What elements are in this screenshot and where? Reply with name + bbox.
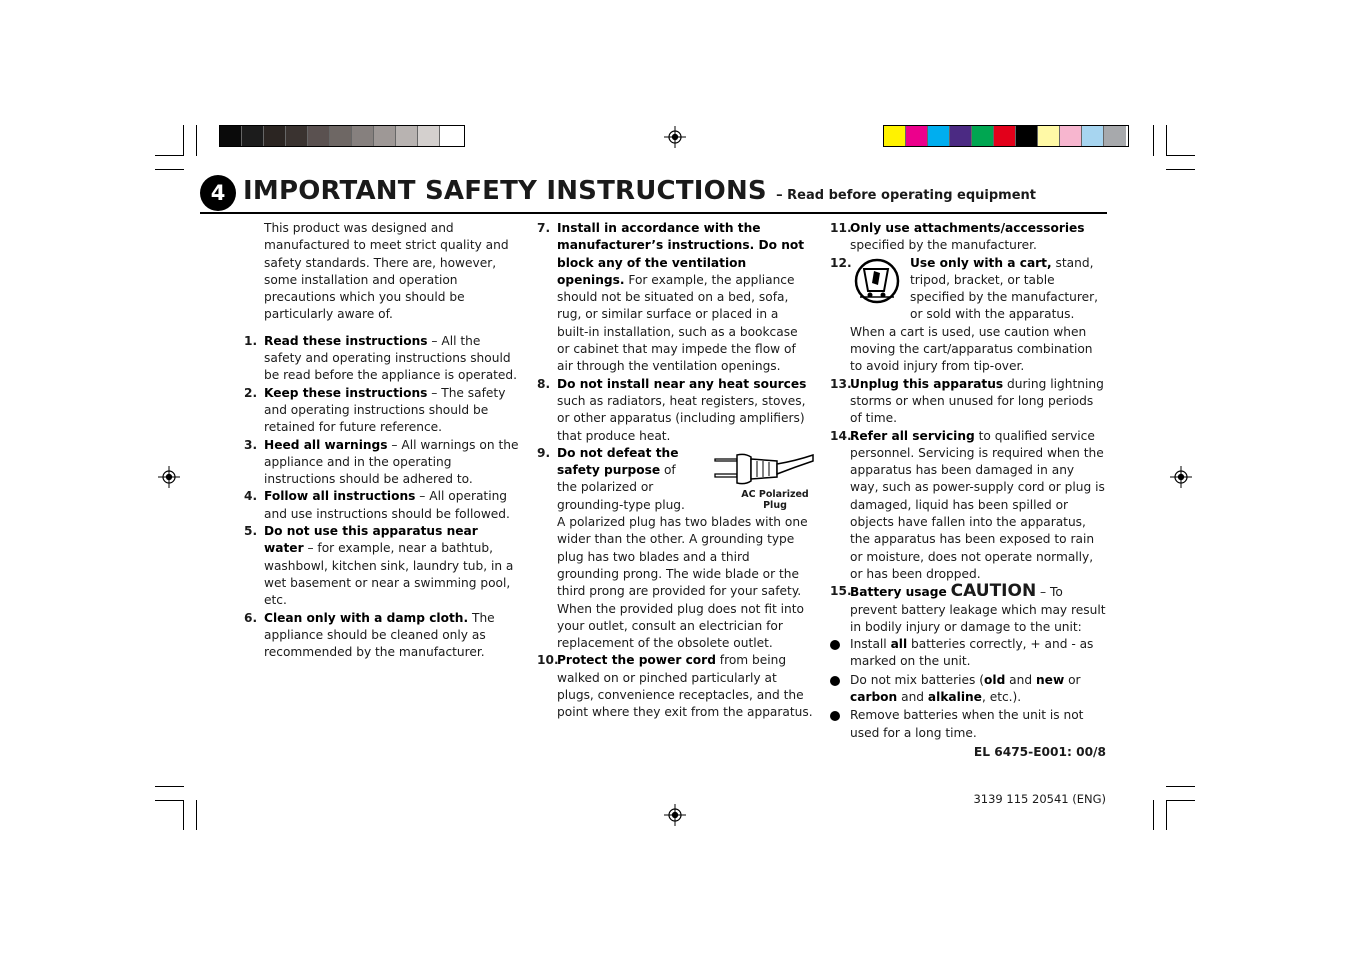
color-swatch: [906, 126, 928, 146]
color-swatch: [1082, 126, 1104, 146]
registration-mark-icon: [664, 804, 686, 826]
power-plug-icon: [707, 447, 817, 491]
item-text: such as radiators, heat registers, stoves, or other apparatus (including amplifiers) that produce heat.: [557, 393, 806, 443]
bullet-emphasis: old: [984, 672, 1006, 687]
item-text: during lightning storms or when unused for long periods of time.: [850, 376, 1104, 426]
caution-label: CAUTION: [950, 581, 1037, 602]
item-heading: Clean only with a damp cloth.: [264, 610, 469, 625]
item-number: 11.: [830, 221, 852, 235]
column-1: [244, 220, 520, 661]
crop-mark: [196, 800, 197, 830]
crop-mark: [1166, 155, 1195, 156]
item-text: from being walked on or pinched particularly at plugs, convenience receptacles, and the point where they exit from the apparatus.: [557, 653, 813, 720]
item-heading: Use only with a cart,: [910, 255, 1052, 270]
color-swatch: [1016, 126, 1038, 146]
instruction-item-5: [244, 523, 520, 609]
crop-mark: [1153, 125, 1154, 156]
item-text: – All warnings on the appliance and in the operating instructions should be adhered to.: [264, 437, 519, 487]
item-heading: Heed all warnings: [264, 437, 388, 452]
registration-mark-icon: [1170, 466, 1192, 488]
crop-mark: [1153, 800, 1154, 830]
instruction-item-8: [537, 376, 813, 445]
crop-mark: [1166, 800, 1167, 830]
item-number: 15.: [830, 584, 852, 599]
instruction-item-10: [537, 652, 813, 721]
bullet-text: and: [897, 690, 928, 705]
instruction-item-14: [830, 428, 1106, 584]
item-number: 9.: [537, 445, 551, 460]
instruction-item-12: [830, 255, 1106, 376]
bullet-text: , etc.).: [981, 690, 1022, 705]
color-swatch: [1060, 126, 1082, 146]
item-heading: Read these instructions: [264, 333, 428, 348]
item-number: 1.: [244, 333, 258, 348]
color-swatch: [418, 126, 440, 146]
part-number: 3139 115 20541 (ENG): [973, 792, 1106, 806]
cart-tip-over-warning-icon: [850, 257, 904, 305]
registration-mark-icon: [664, 126, 686, 148]
item-heading: Do not install near any heat sources: [557, 376, 807, 391]
color-swatch: [374, 126, 396, 146]
item-heading: Protect the power cord: [557, 653, 716, 668]
color-swatch: [330, 126, 352, 146]
item-number: 12.: [830, 255, 852, 270]
column-2: [537, 220, 813, 722]
item-text: stand, tripod, bracket, or table specified by the manufacturer, or sold with the apparatus. When a cart is used, use caution when moving the cart/apparatus combination to avoid injury from tip-over.: [850, 255, 1099, 374]
bullet-text: Install: [850, 637, 891, 652]
crop-mark: [155, 155, 184, 156]
title-rule: [200, 212, 1107, 214]
item-heading: Keep these instructions: [264, 385, 428, 400]
title-subtitle: – Read before operating equipment: [776, 188, 1036, 203]
item-number: 5.: [244, 524, 258, 539]
color-swatch: [994, 126, 1016, 146]
document-code: EL 6475-E001: 00/8: [973, 744, 1106, 759]
bullet-text: or: [1064, 672, 1081, 687]
instruction-item-7: [537, 220, 813, 376]
crop-mark: [1166, 169, 1195, 170]
item-number: 10.: [537, 653, 559, 668]
crop-mark: [155, 169, 184, 170]
bullet-icon: [830, 711, 840, 721]
page-number-badge: 4: [200, 175, 236, 211]
item-heading: Do not use this apparatus near water: [264, 524, 478, 556]
grayscale-calibration-bar: [219, 125, 465, 147]
bullet-text: Remove batteries when the unit is not used for a long time.: [850, 708, 1084, 740]
title-text: IMPORTANT SAFETY INSTRUCTIONS: [243, 176, 767, 206]
item-heading: Do not defeat the safety purpose: [557, 445, 679, 478]
instruction-item-4: [244, 488, 520, 523]
crop-mark: [183, 800, 184, 830]
battery-bullet-1: [830, 636, 1106, 671]
color-swatch: [220, 126, 242, 146]
item-number: 6.: [244, 610, 258, 625]
bullet-emphasis: new: [1036, 672, 1065, 687]
instruction-item-13: [830, 376, 1106, 428]
color-swatch: [928, 126, 950, 146]
color-swatch: [396, 126, 418, 146]
bullet-icon: [830, 676, 840, 686]
color-swatch: [264, 126, 286, 146]
bullet-emphasis: carbon: [850, 690, 898, 705]
item-heading: Battery usage: [850, 585, 947, 600]
instruction-item-9: [537, 445, 813, 653]
item-number: 2.: [244, 385, 258, 400]
color-swatch: [352, 126, 374, 146]
color-calibration-bar: [883, 125, 1129, 147]
item-number: 8.: [537, 376, 551, 391]
color-swatch: [440, 126, 462, 146]
item-text: – All operating and use instructions should be followed.: [264, 489, 510, 521]
item-text: The appliance should be cleaned only as recommended by the manufacturer.: [264, 610, 495, 660]
instruction-item-15: [830, 583, 1106, 636]
battery-bullet-3: [830, 707, 1106, 742]
crop-mark: [1166, 786, 1195, 787]
bullet-text: and: [1005, 672, 1036, 687]
instruction-item-3: [244, 437, 520, 489]
item-heading: Only use attachments/accessories: [850, 221, 1085, 235]
color-swatch: [884, 126, 906, 146]
intro-paragraph: This product was designed and manufactured to meet strict quality and safety standards. There are, however, some installation and operation precautions which you should be particularly aware of.: [264, 221, 509, 322]
item-text: to qualified service personnel. Servicing is required when the apparatus has been damaged in any way, such as power-supply cord or plug is damaged, liquid has been spilled or objects have fallen into the apparatus, the apparatus has been exposed to rain or moisture, does not operate normally, or has been dropped.: [850, 428, 1105, 581]
item-heading: Follow all instructions: [264, 489, 416, 504]
color-swatch: [1104, 126, 1126, 146]
instruction-item-11: [830, 220, 1106, 255]
crop-mark: [1166, 800, 1195, 801]
color-swatch: [286, 126, 308, 146]
item-text: – All the safety and operating instructions should be read before the appliance is operated.: [264, 333, 518, 383]
item-number: 3.: [244, 437, 258, 452]
color-swatch: [950, 126, 972, 146]
item-text: specified by the manufacturer.: [850, 238, 1037, 253]
color-swatch: [972, 126, 994, 146]
column-3: [830, 220, 1106, 761]
item-text: – The safety and operating instructions should be retained for future reference.: [264, 385, 506, 435]
ac-polarized-plug-figure: [703, 445, 813, 509]
item-text: – for example, near a bathtub, washbowl, kitchen sink, laundry tub, in a wet basement or near a swimming pool, etc.: [264, 541, 514, 608]
registration-mark-icon: [158, 466, 180, 488]
item-number: 7.: [537, 221, 551, 235]
crop-mark: [155, 800, 184, 801]
instruction-item-6: [244, 610, 520, 662]
item-heading: Unplug this apparatus: [850, 376, 1004, 391]
bullet-text: batteries correctly, + and - as marked on the unit.: [850, 637, 1094, 669]
color-swatch: [308, 126, 330, 146]
crop-mark: [196, 125, 197, 156]
item-number: 13.: [830, 376, 852, 391]
item-number: 14.: [830, 428, 852, 443]
crop-mark: [155, 786, 184, 787]
plug-caption: AC Polarized Plug: [741, 488, 809, 511]
item-text: For example, the appliance should not be situated on a bed, sofa, rug, or similar surface or placed in a built-in installation, such as a bookcase or cabinet that may impede the flow of air through the ventilation openings.: [557, 272, 798, 374]
item-text: – To prevent battery leakage which may result in bodily injury or damage to the unit:: [850, 585, 1106, 634]
bullet-icon: [830, 640, 840, 650]
instruction-item-2: [244, 385, 520, 437]
item-heading: Install in accordance with the manufacturer’s instructions. Do not block any of the ventilation openings.: [557, 221, 805, 287]
color-swatch: [242, 126, 264, 146]
crop-mark: [1166, 125, 1167, 156]
item-number: 4.: [244, 489, 258, 504]
page-title: [243, 176, 1036, 206]
instruction-item-1: [244, 333, 520, 385]
bullet-emphasis: all: [890, 637, 908, 652]
color-swatch: [1038, 126, 1060, 146]
item-heading: Refer all servicing: [850, 428, 975, 443]
bullet-text: Do not mix batteries (: [850, 672, 985, 687]
battery-bullet-2: [830, 672, 1106, 707]
crop-mark: [183, 125, 184, 156]
bullet-emphasis: alkaline: [927, 690, 982, 705]
item-text: of the polarized or grounding-type plug. A polarized plug has two blades with one wider than the other. A grounding type plug has two blades and a third grounding prong. The wide blade or the third prong are provided for your safety. When the provided plug does not fit into your outlet, consult an electrician for replacement of the obsolete outlet.: [557, 463, 808, 651]
